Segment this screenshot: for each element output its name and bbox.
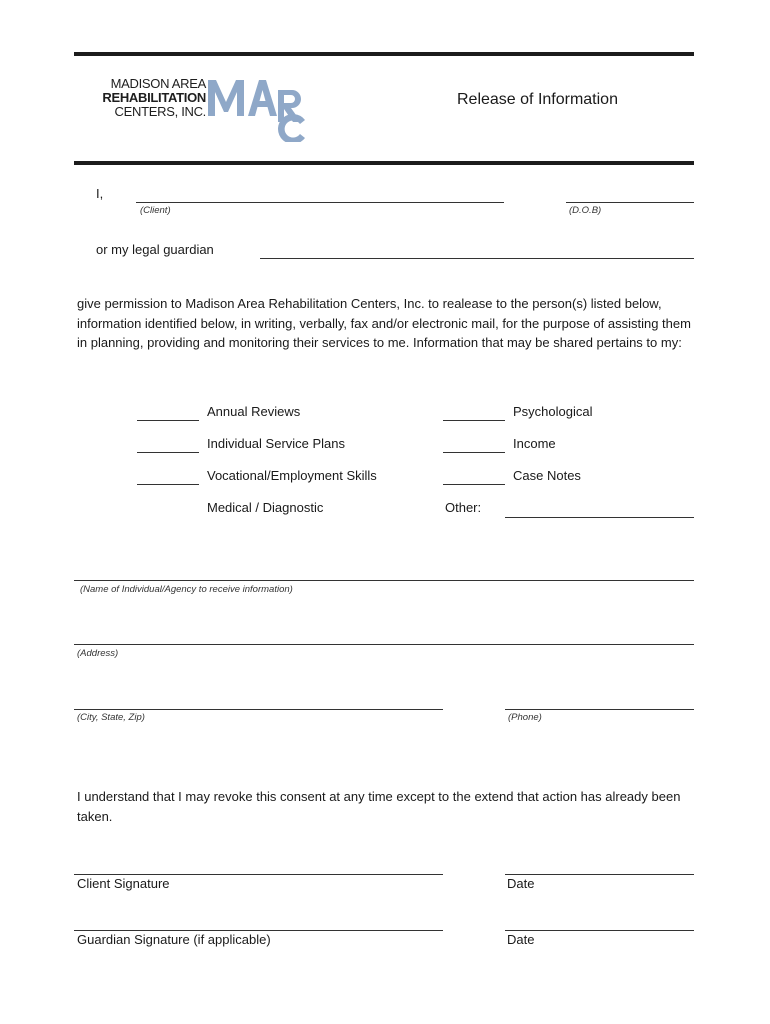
client-caption: (Client) (140, 205, 171, 216)
top-rule (74, 52, 694, 56)
permission-paragraph: give permission to Madison Area Rehabilitation Centers, Inc. to realease to the person(s) listed below, information identified below, in writing, verbally, fax and/or electronic mail, for the purpose of assisting them in planning, providing and monitoring their services to me. Information that may be shared pertains to my: (77, 296, 691, 350)
client-date-label: Date (507, 876, 535, 891)
dob-field[interactable] (566, 188, 694, 203)
service-plans-checkbox-line[interactable] (137, 438, 199, 453)
dob-caption: (D.O.B) (569, 205, 602, 216)
info-item-medical-diagnostic: Medical / Diagnostic (207, 500, 324, 515)
header-bottom-rule (74, 161, 694, 165)
document-title: Release of Information (457, 91, 618, 108)
annual-reviews-checkbox-line[interactable] (137, 406, 199, 421)
guardian-date-field[interactable] (505, 916, 694, 931)
guardian-label: or my legal guardian (96, 242, 214, 257)
logo-line-2: REHABILITATION (102, 90, 206, 105)
address-field[interactable] (74, 630, 694, 645)
marc-logo (96, 76, 308, 142)
vocational-checkbox-line[interactable] (137, 470, 199, 485)
phone-caption: (Phone) (508, 712, 542, 723)
phone-field[interactable] (505, 695, 694, 710)
client-signature-label: Client Signature (77, 876, 170, 891)
recipient-name-caption: (Name of Individual/Agency to receive information) (80, 584, 293, 595)
revoke-paragraph: I understand that I may revoke this consent at any time except to the extend that action has already been taken. (77, 789, 681, 824)
address-caption: (Address) (77, 648, 119, 659)
other-field[interactable] (505, 503, 694, 518)
recipient-name-field[interactable] (74, 566, 694, 581)
case-notes-checkbox-line[interactable] (443, 470, 505, 485)
income-checkbox-line[interactable] (443, 438, 505, 453)
info-item-case-notes: Case Notes (513, 468, 581, 483)
legal-guardian-field[interactable] (260, 244, 694, 259)
other-label: Other: (445, 500, 482, 515)
marc-mark-icon (208, 76, 308, 142)
logo-line-3: CENTERS, INC. (114, 104, 206, 119)
info-item-individual-service-plans: Individual Service Plans (207, 436, 346, 451)
client-name-field[interactable] (136, 188, 504, 203)
info-item-psychological: Psychological (513, 404, 593, 419)
guardian-date-label: Date (507, 932, 535, 947)
client-prefix: I, (96, 186, 104, 201)
city-state-zip-caption: (City, State, Zip) (77, 712, 145, 723)
info-item-vocational-skills: Vocational/Employment Skills (207, 468, 377, 483)
guardian-signature-label: Guardian Signature (if applicable) (77, 932, 271, 947)
logo-line-1: MADISON AREA (110, 76, 206, 91)
info-item-income: Income (513, 436, 556, 451)
guardian-signature-field[interactable] (74, 916, 443, 931)
psychological-checkbox-line[interactable] (443, 406, 505, 421)
client-signature-field[interactable] (74, 860, 443, 875)
client-date-field[interactable] (505, 860, 694, 875)
city-state-zip-field[interactable] (74, 695, 443, 710)
info-item-annual-reviews: Annual Reviews (207, 404, 301, 419)
